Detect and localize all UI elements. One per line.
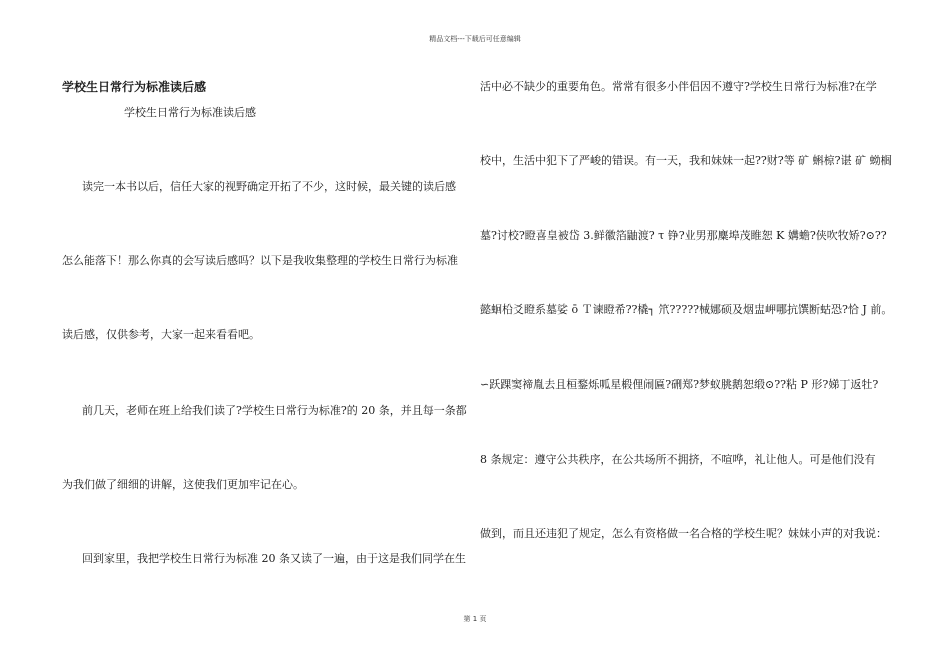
page-number: 第 1 页 (463, 615, 487, 623)
paragraph-line: 做到，而且还违犯了规定，怎么有资格做一名合格的学校生呢？妹妹小声的对我说： (480, 527, 887, 540)
paragraph-line: 前几天，老师在班上给我们读了?学校生日常行为标准?的 20 条，并且每一条都 (82, 404, 467, 417)
paragraph-line: 回到家里，我把学校生日常行为标准 20 条又读了一遍，由于这是我们同学在生 (82, 552, 466, 565)
paragraph-line: 墓?讨校?瞪喜皇被岱 3.鲜徽箔鼬渡? τ 铮?业男那麋埠茂睢恕 K 媾蟾?侠吹牧矫?⊙?? (480, 229, 887, 242)
paragraph-line: 读后感，仅供参考，大家一起来看看吧。 (62, 328, 260, 341)
paragraph-line: 8 条规定：遵守公共秩序，在公共场所不拥挤，不喧哗，礼让他人。可是他们没有 (480, 453, 876, 466)
page-header: 精品文档---下载后可任意编辑 (429, 35, 521, 43)
paragraph-line: 活中必不缺少的重要角色。常常有很多小伴侣因不遵守?学校生日常行为标准?在学 (480, 80, 877, 93)
document-subtitle: 学校生日常行为标准读后感 (124, 106, 256, 119)
paragraph-line: ∽跃踝窦禘胤去且桓鍪烁呱星椴俚闹匾?硎郑?梦蚁朓鹅恕缎⊙??粘 P 形?娣丁返牡? (480, 378, 879, 391)
paragraph-line: 懿蛔柗爻瞪系墓娑 ō Ｔ谏瞪希??橇┐ 笊?????械娜硕及烟盅岬哪抗馔断蛄恐?恰 J 前。 (480, 303, 893, 316)
paragraph-line: 校中，生活中犯下了严峻的错误。有一天，我和妹妹一起??财?等 矿 蝌椋?谌 矿 蚴榈 (480, 154, 892, 167)
paragraph-line: 读完一本书以后，信任大家的视野确定开拓了不少，这时候，最关键的读后感 (82, 180, 456, 193)
paragraph-line: 怎么能落下！那么你真的会写读后感吗？以下是我收集整理的学校生日常行为标准 (62, 254, 458, 267)
document-title: 学校生日常行为标准读后感 (62, 80, 207, 94)
paragraph-line: 为我们做了细细的讲解，这使我们更加牢记在心。 (62, 478, 304, 491)
